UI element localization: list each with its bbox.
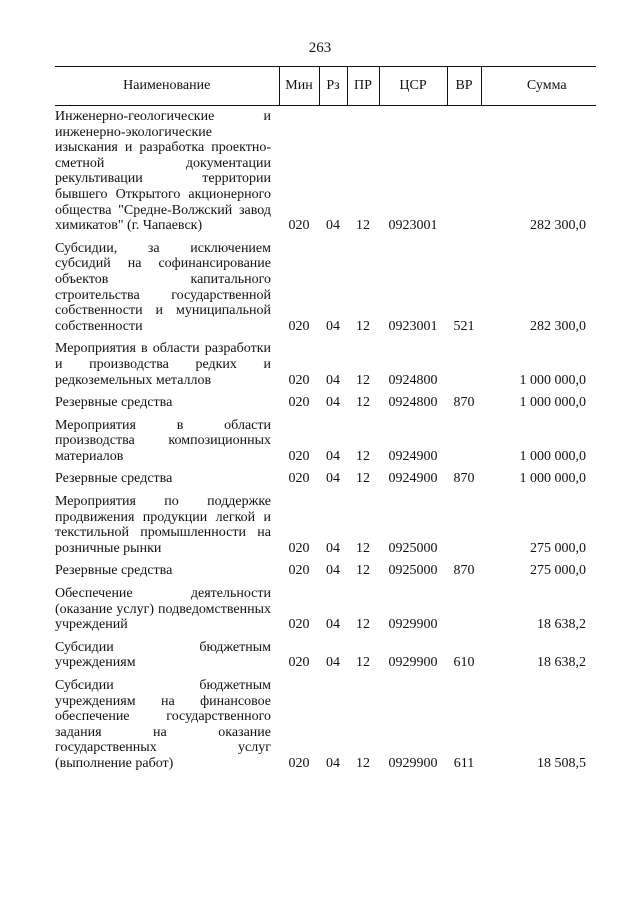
row-sum: 275 000,0 <box>530 540 586 556</box>
row-name: Мероприятия по поддержке продвижения продукции легкой и текстильной промышленности на розничные рынки <box>55 494 271 556</box>
row-rz: 04 <box>326 617 340 633</box>
table-row <box>55 560 596 583</box>
header-csr: ЦСР <box>379 67 447 106</box>
row-sum: 282 300,0 <box>530 218 586 234</box>
row-vr <box>447 415 481 469</box>
row-rz: 04 <box>326 395 340 411</box>
row-name: Мероприятия в области производства композиционных материалов <box>55 417 271 464</box>
table-row <box>55 583 596 637</box>
row-sum: 1 000 000,0 <box>519 471 586 487</box>
row-csr: 0924900 <box>388 448 438 464</box>
row-name: Субсидии, за исключением субсидий на софинансирование объектов капитального строительства государственной собственности и муниципальной собственности <box>55 240 271 334</box>
row-pr: 12 <box>356 448 370 464</box>
row-csr: 0923001 <box>388 318 438 334</box>
row-min: 020 <box>288 655 310 671</box>
row-name: Субсидии бюджетным учреждениям <box>55 639 271 671</box>
row-min: 020 <box>288 540 310 556</box>
row-name: Субсидии бюджетным учреждениям на финансовое обеспечение государственного задания на оказание государственных услуг (выполнение работ) <box>55 678 271 771</box>
row-vr <box>447 338 481 392</box>
row-min: 020 <box>288 372 310 388</box>
row-name: Инженерно-геологические и инженерно-экологические изыскания и разработка проектно-сметной документации рекультивации территории бывшего Открытого акционерного общества "Средне-Волжский завод химикатов" (г. Чапаевск) <box>55 109 271 234</box>
row-pr: 12 <box>356 218 370 234</box>
row-min: 020 <box>288 617 310 633</box>
row-vr: 870 <box>453 471 475 487</box>
row-name: Резервные средства <box>55 395 173 411</box>
row-csr: 0924800 <box>388 372 438 388</box>
row-csr: 0925000 <box>388 563 438 579</box>
row-pr: 12 <box>356 563 370 579</box>
row-name: Резервные средства <box>55 471 173 487</box>
row-csr: 0923001 <box>388 218 438 234</box>
row-min: 020 <box>288 755 310 771</box>
budget-table <box>55 66 596 776</box>
row-csr: 0924800 <box>388 395 438 411</box>
row-min: 020 <box>288 218 310 234</box>
row-pr: 12 <box>356 318 370 334</box>
row-sum: 18 638,2 <box>537 655 586 671</box>
row-rz: 04 <box>326 448 340 464</box>
row-pr: 12 <box>356 372 370 388</box>
row-pr: 12 <box>356 471 370 487</box>
page-number: 263 <box>308 40 332 56</box>
table-row <box>55 468 596 491</box>
row-min: 020 <box>288 395 310 411</box>
header-rz: Рз <box>319 67 347 106</box>
row-rz: 04 <box>326 655 340 671</box>
row-pr: 12 <box>356 540 370 556</box>
row-vr: 611 <box>453 755 475 771</box>
row-vr: 610 <box>453 655 475 671</box>
table-header-row <box>55 67 596 106</box>
header-vr: ВР <box>447 67 481 106</box>
row-min: 020 <box>288 471 310 487</box>
row-vr: 521 <box>453 318 475 334</box>
header-sum: Сумма <box>481 67 596 106</box>
row-vr: 870 <box>453 563 475 579</box>
row-pr: 12 <box>356 617 370 633</box>
table-row <box>55 491 596 560</box>
row-rz: 04 <box>326 540 340 556</box>
row-sum: 282 300,0 <box>530 318 586 334</box>
row-csr: 0924900 <box>388 471 438 487</box>
row-min: 020 <box>288 448 310 464</box>
row-vr <box>447 106 481 238</box>
table-row <box>55 338 596 392</box>
row-sum: 275 000,0 <box>530 563 586 579</box>
row-vr <box>447 491 481 560</box>
row-name: Резервные средства <box>55 563 173 579</box>
header-min: Мин <box>279 67 319 106</box>
row-pr: 12 <box>356 395 370 411</box>
row-csr: 0925000 <box>388 540 438 556</box>
row-sum: 1 000 000,0 <box>519 372 586 388</box>
header-pr: ПР <box>347 67 379 106</box>
header-name: Наименование <box>55 67 279 106</box>
row-name: Обеспечение деятельности (оказание услуг) подведомственных учреждений <box>55 586 271 633</box>
table-row <box>55 392 596 415</box>
row-csr: 0929900 <box>388 755 438 771</box>
row-sum: 18 638,2 <box>537 617 586 633</box>
row-csr: 0929900 <box>388 617 438 633</box>
row-rz: 04 <box>326 372 340 388</box>
row-min: 020 <box>288 318 310 334</box>
row-rz: 04 <box>326 471 340 487</box>
row-min: 020 <box>288 563 310 579</box>
row-vr: 870 <box>453 395 475 411</box>
table-row <box>55 238 596 339</box>
row-rz: 04 <box>326 563 340 579</box>
table-row <box>55 637 596 675</box>
row-rz: 04 <box>326 755 340 771</box>
row-csr: 0929900 <box>388 655 438 671</box>
row-pr: 12 <box>356 755 370 771</box>
table-row <box>55 675 596 776</box>
row-sum: 1 000 000,0 <box>519 448 586 464</box>
table-row <box>55 106 596 238</box>
row-rz: 04 <box>326 218 340 234</box>
row-sum: 18 508,5 <box>537 755 586 771</box>
row-vr <box>447 583 481 637</box>
row-name: Мероприятия в области разработки и производства редких и редкоземельных металлов <box>55 341 271 388</box>
row-rz: 04 <box>326 318 340 334</box>
row-pr: 12 <box>356 655 370 671</box>
table-row <box>55 415 596 469</box>
row-sum: 1 000 000,0 <box>519 395 586 411</box>
